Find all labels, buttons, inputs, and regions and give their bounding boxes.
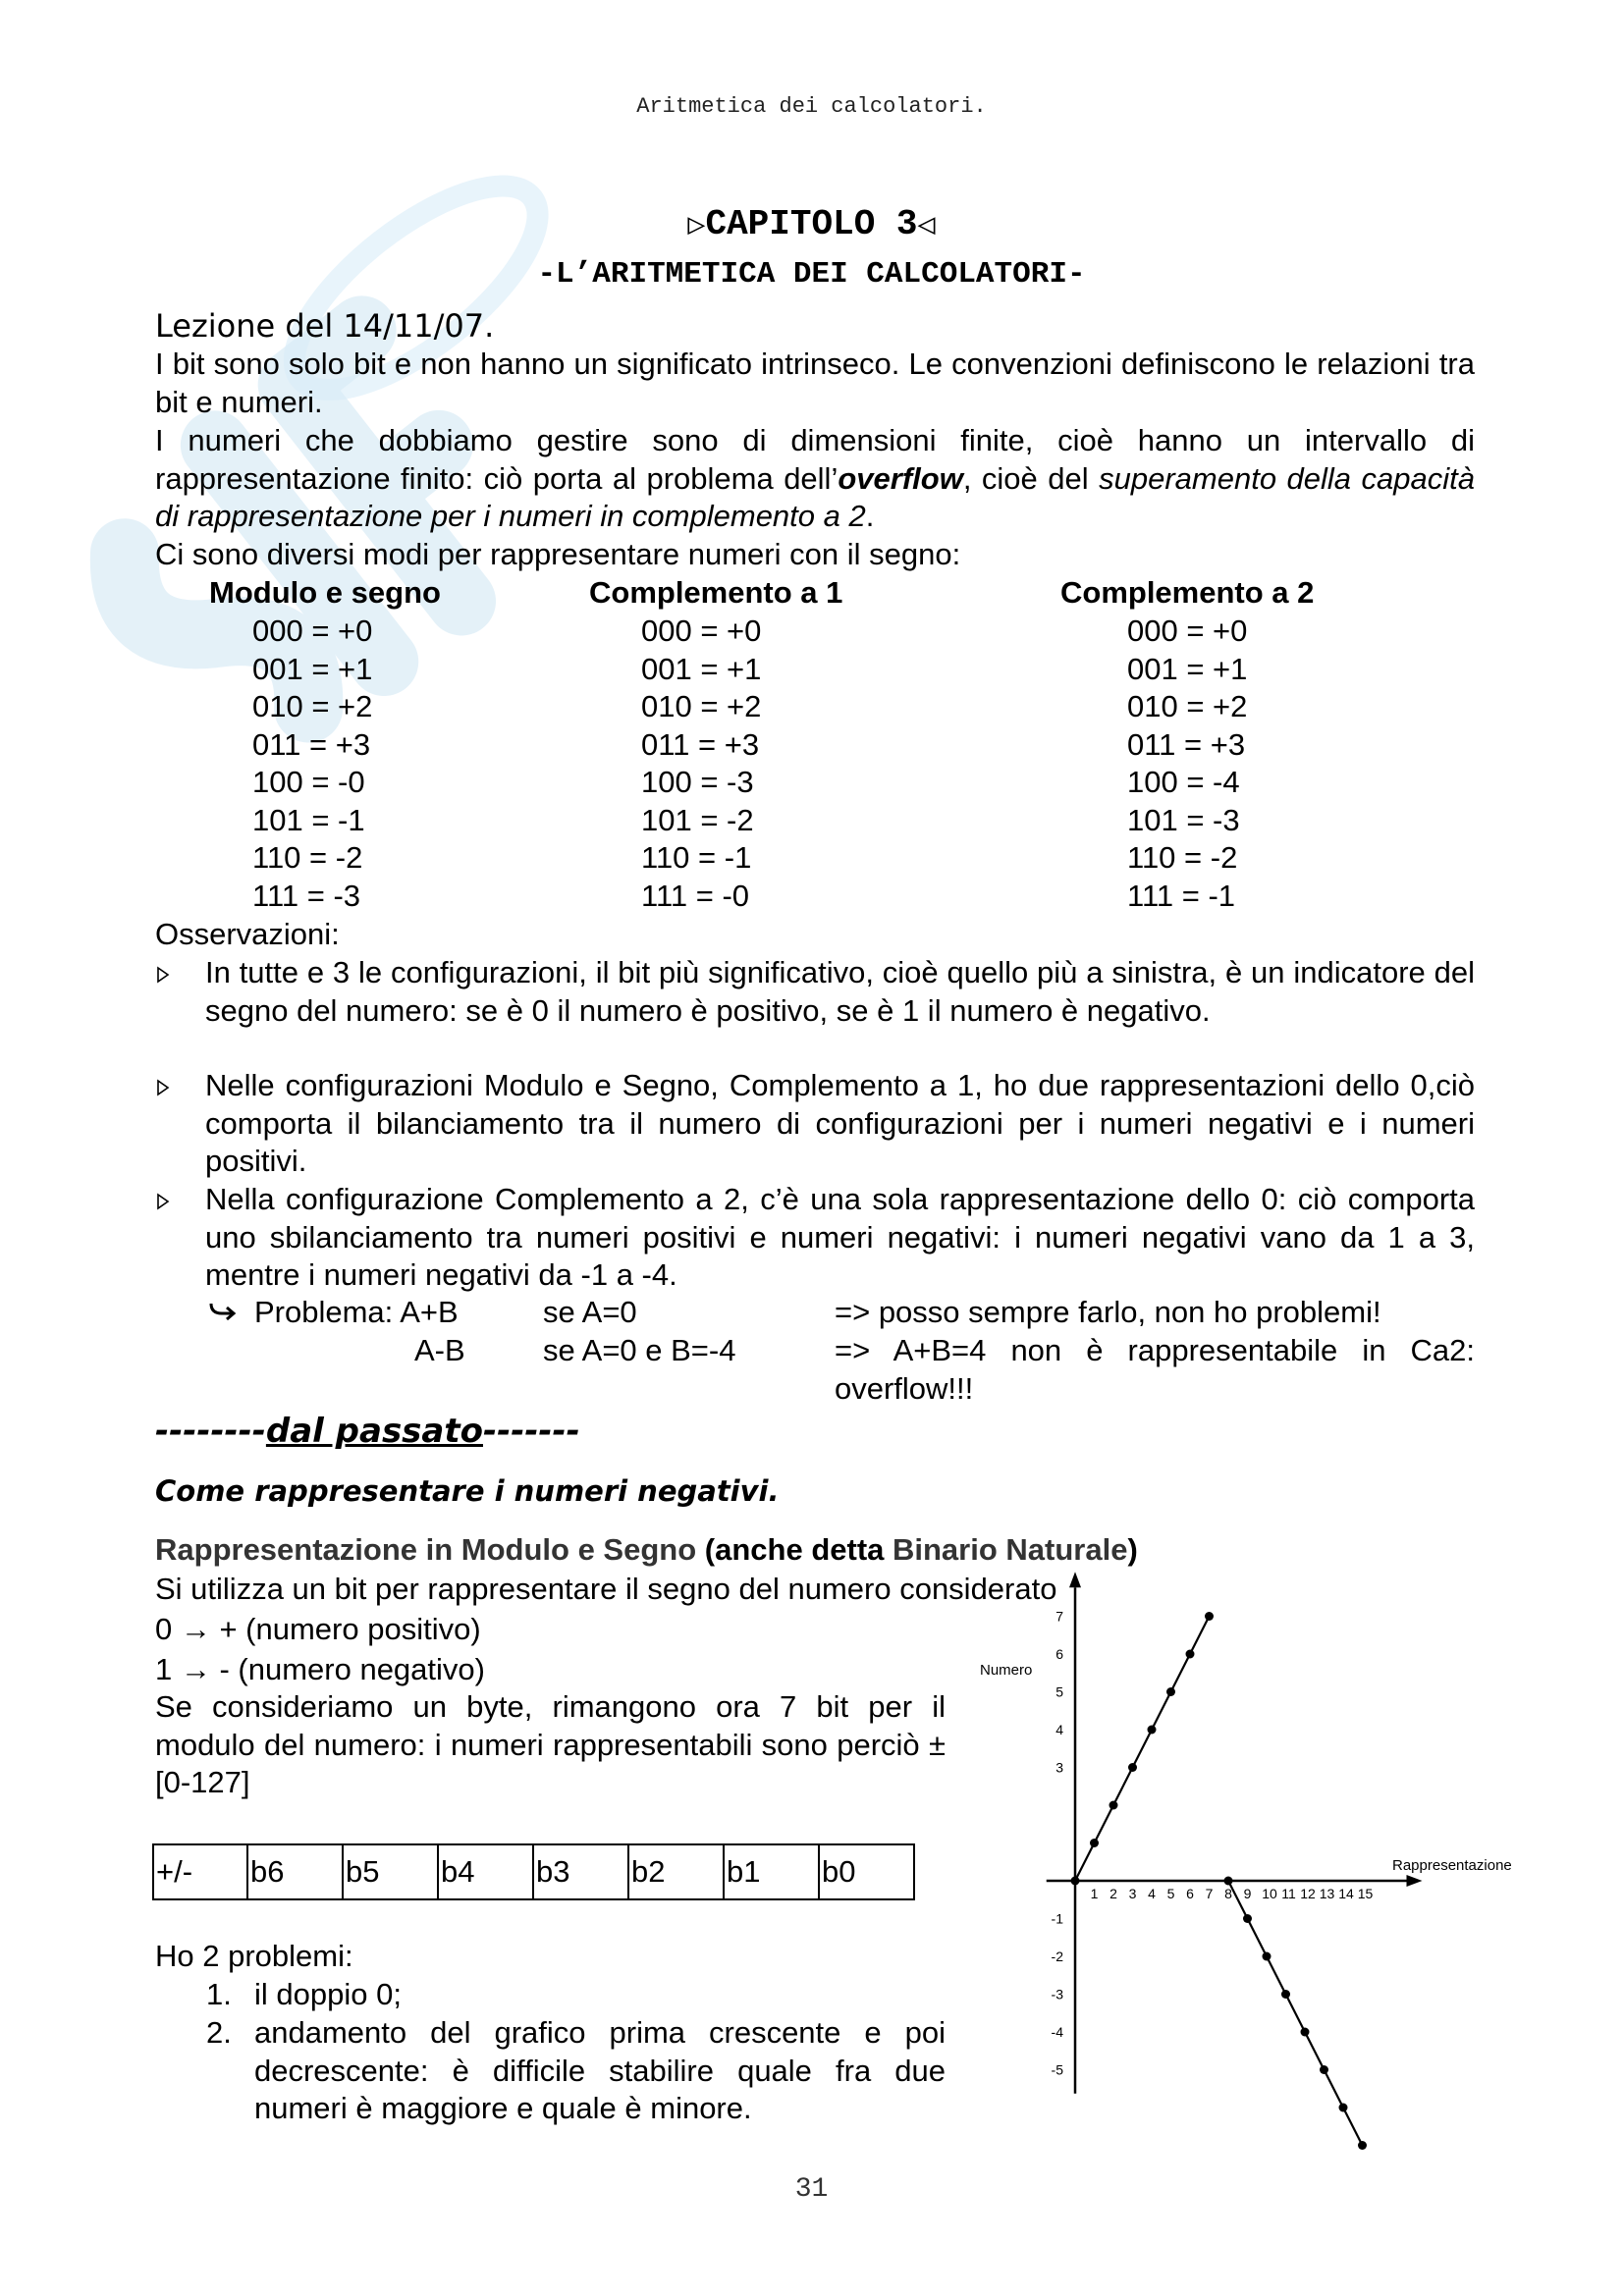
chart-x-tick-label: 8 (1224, 1886, 1232, 1901)
chapter-title-arrow-right-icon: ▷ (687, 210, 706, 243)
bit-cell-sign: +/- (154, 1845, 248, 1898)
list-item: 101 = -2 (641, 802, 754, 837)
chart-x-tick-label: 9 (1243, 1886, 1252, 1901)
problem-row1-condition: se A=0 (543, 1295, 637, 1329)
chapter-title-arrow-left-icon: ◁ (917, 210, 936, 243)
rep-header-complemento-1: Complemento a 1 (589, 575, 843, 610)
list-item: 111 = -1 (1127, 878, 1236, 913)
bit-cell-b5: b5 (344, 1845, 439, 1898)
chart-y-tick-label: 4 (1055, 1722, 1063, 1737)
chart-x-tick-label: 12 (1300, 1886, 1316, 1901)
bit-cell-b2: b2 (629, 1845, 725, 1898)
running-header: Aritmetica dei calcolatori. (636, 94, 987, 119)
chart-x-tick-label: 5 (1166, 1886, 1175, 1901)
paragraph-2 (155, 422, 1475, 536)
observation-1: In tutte e 3 le configurazioni, il bit più significativo, cioè quello più a sinistra, è un indicatore del segno del numero: se è 0 il numero è positivo, se è 1 il numero è negativo. (205, 955, 1475, 1028)
page-number: 31 (794, 2174, 829, 2205)
bit-cell-b4: b4 (439, 1845, 534, 1898)
chart-point (1301, 2028, 1310, 2037)
chart-point (1128, 1763, 1137, 1772)
problem-label: Problema: A+B (254, 1295, 459, 1329)
list-item: 110 = -2 (252, 840, 363, 875)
bullet-icon (157, 1194, 169, 1214)
bullet-icon (157, 967, 169, 988)
list-item: 110 = -2 (1127, 840, 1238, 875)
observation-2: Nelle configurazioni Modulo e Segno, Complemento a 1, ho due rappresentazioni dello 0,ciò comporta il bilanciamento tra il numero di configurazioni per i numeri negativi e i numeri positivi. (205, 1068, 1475, 1178)
chart-point (1148, 1726, 1157, 1735)
chart-point (1166, 1687, 1175, 1696)
list-item: 101 = -1 (252, 802, 365, 837)
chart-point (1339, 2104, 1348, 2112)
list-item: 110 = -1 (641, 840, 752, 875)
chart-x-tick-label: 6 (1186, 1886, 1194, 1901)
modulo-section-title-c: Binario Naturale (893, 1532, 1128, 1567)
modulo-section-title-a: Rappresentazione in Modulo e Segno (155, 1532, 697, 1567)
chart-point (1071, 1877, 1080, 1886)
chart-y-tick-label: -3 (1051, 1986, 1063, 2002)
chart-point (1090, 1839, 1099, 1847)
problem-2-text: andamento del grafico prima crescente e poi decrescente: è difficile stabilire quale fra due numeri è maggiore e quale è minore. (254, 2015, 946, 2125)
chart-x-tick-label: 3 (1128, 1886, 1137, 1901)
problem-row2-condition: se A=0 e B=-4 (543, 1333, 736, 1367)
observations-title: Osservazioni: (155, 917, 340, 951)
problem-row1-result: => posso sempre farlo, non ho problemi! (835, 1295, 1381, 1329)
past-heading (155, 1412, 580, 1451)
chart-point (1358, 2141, 1367, 2150)
observation-3: Nella configurazione Complemento a 2, c’è una sola rappresentazione dello 0: ciò comporta uno sbilanciamento tra numeri positivi e numeri negativi: i numeri negativi vano da 1 a 3, mentre i numeri negativi da -1 a -4. (205, 1182, 1475, 1292)
list-item: 011 = +3 (1127, 726, 1246, 762)
overflow-term: overflow (838, 460, 963, 496)
chart-y-tick-label: -5 (1051, 2061, 1063, 2078)
list-item: 011 = +3 (641, 726, 760, 762)
list-item: 000 = +0 (1127, 614, 1248, 648)
bit-layout-table (152, 1843, 915, 1900)
chart-x-tick-label: 7 (1205, 1886, 1214, 1901)
modulo-line-1: Si utilizza un bit per rappresentare il segno del numero considerato (155, 1572, 1057, 1606)
paragraph-2-text-e: . (865, 499, 875, 533)
list-item: 111 = -3 (252, 878, 361, 913)
chart-point (1281, 1990, 1290, 1999)
modulo-section-title-b: (anche detta (696, 1532, 893, 1567)
modulo-line-4: Se consideriamo un byte, rimangono ora 7 bit per il modulo del numero: i numeri rappresentabili sono perciò ±[0-127] (155, 1689, 946, 1799)
past-heading-dashes-right: ------- (482, 1412, 580, 1451)
modulo-line-2: 0 → + (numero positivo) (155, 1612, 481, 1646)
chart-point (1109, 1801, 1118, 1810)
modulo-section-title (155, 1531, 1138, 1570)
chart-y-tick-label: 5 (1055, 1683, 1063, 1700)
list-item: 000 = +0 (641, 614, 762, 648)
chart-y-axis-arrow-icon (1069, 1572, 1081, 1587)
bit-cell-b3: b3 (534, 1845, 629, 1898)
bit-cell-b1: b1 (725, 1845, 820, 1898)
chart-x-tick-label: 10 (1262, 1886, 1277, 1901)
bit-cell-b0: b0 (822, 1854, 856, 1889)
list-item: 100 = -3 (641, 765, 754, 799)
problem-1-number: 1. (206, 1977, 232, 2011)
chart-point (1205, 1612, 1214, 1621)
problems-title: Ho 2 problemi: (155, 1939, 353, 1973)
chart-x-axis-arrow-icon (1407, 1875, 1423, 1887)
chart-x-tick-label: 13 (1319, 1886, 1335, 1901)
list-item: 100 = -4 (1127, 765, 1240, 799)
modulo-line-3: 1 → - (numero negativo) (155, 1652, 485, 1686)
list-item: 111 = -0 (641, 878, 750, 913)
problem-1-text: il doppio 0; (254, 1977, 402, 2011)
chart-y-axis-label: Numero (980, 1662, 1033, 1679)
chapter-title-text: CAPITOLO 3 (705, 204, 918, 244)
rep-header-complemento-2: Complemento a 2 (1060, 575, 1315, 610)
problem-row2-op: A-B (414, 1333, 465, 1367)
chart-y-tick-label: -4 (1051, 2024, 1063, 2040)
chart-y-tick-label: 6 (1055, 1646, 1063, 1662)
hook-arrow-icon (208, 1300, 238, 1326)
chart-point (1224, 1877, 1233, 1886)
chart-point (1186, 1650, 1195, 1659)
list-item: 011 = +3 (252, 726, 371, 762)
past-heading-text: dal passato (265, 1412, 483, 1451)
problem-2-number: 2. (206, 2015, 232, 2050)
paragraph-1: I bit sono solo bit e non hanno un significato intrinseco. Le convenzioni definiscono le relazioni tra bit e numeri. (155, 347, 1475, 419)
chart-x-tick-label: 2 (1109, 1886, 1117, 1901)
list-item: 101 = -3 (1127, 802, 1240, 837)
problem-row2-result: => A+B=4 non è rappresentabile in Ca2: overflow!!! (835, 1333, 1475, 1406)
chart-x-tick-label: 11 (1281, 1886, 1296, 1901)
list-item: 001 = +1 (1127, 651, 1248, 686)
chapter-subtitle: -L’ARITMETICA DEI CALCOLATORI- (537, 257, 1086, 292)
chart-y-tick-label: 7 (1055, 1608, 1063, 1625)
chart-y-tick-label: 3 (1055, 1759, 1063, 1776)
list-item: 001 = +1 (252, 651, 373, 686)
chart-point (1263, 1952, 1271, 1961)
paragraph-3: Ci sono diversi modi per rappresentare numeri con il segno: (155, 537, 961, 571)
rep-column-modulo-segno (252, 613, 372, 915)
rep-column-complemento-2 (1127, 613, 1247, 915)
paragraph-2-text-c: , cioè del (962, 460, 1100, 496)
list-item: 010 = +2 (252, 689, 373, 723)
paragraph-2-text-a: I numeri che dobbiamo gestire sono di dimensioni finite, cioè hanno un intervallo di rappresentazione finito: ciò porta al problema dell’ (155, 423, 1475, 496)
bit-cell-b6: b6 (248, 1845, 344, 1898)
past-subheading: Come rappresentare i numeri negativi. (155, 1474, 780, 1508)
list-item: 010 = +2 (641, 689, 762, 723)
chart-point (1320, 2065, 1328, 2074)
rep-column-complemento-1 (641, 613, 761, 915)
chart-point (1243, 1914, 1252, 1923)
bullet-icon (157, 1080, 169, 1100)
chart-x-tick-label: 1 (1090, 1886, 1099, 1901)
chart-x-axis-label: Rappresentazione (1392, 1857, 1512, 1874)
list-item: 010 = +2 (1127, 689, 1248, 723)
lesson-date: Lezione del 14/11/07. (155, 307, 495, 345)
chart-x-tick-label: 15 (1357, 1886, 1374, 1901)
list-item: 100 = -0 (252, 765, 365, 799)
chapter-title (0, 204, 1623, 244)
list-item: 000 = +0 (252, 614, 373, 648)
modulo-section-title-d: ) (1127, 1532, 1138, 1567)
past-heading-dashes-left: -------- (155, 1412, 266, 1451)
chart-x-tick-label: 4 (1148, 1886, 1156, 1901)
chart-y-tick-label: -1 (1051, 1910, 1063, 1927)
modulo-segno-chart (972, 1608, 1581, 2140)
paragraph-2-italic: superamento della capacità di rappresentazione per i numeri in complemento a 2 (155, 460, 1475, 533)
chart-y-tick-label: -2 (1051, 1949, 1063, 1964)
chart-x-tick-label: 14 (1338, 1886, 1354, 1901)
rep-header-modulo-segno: Modulo e segno (209, 575, 441, 610)
list-item: 001 = +1 (641, 651, 762, 686)
